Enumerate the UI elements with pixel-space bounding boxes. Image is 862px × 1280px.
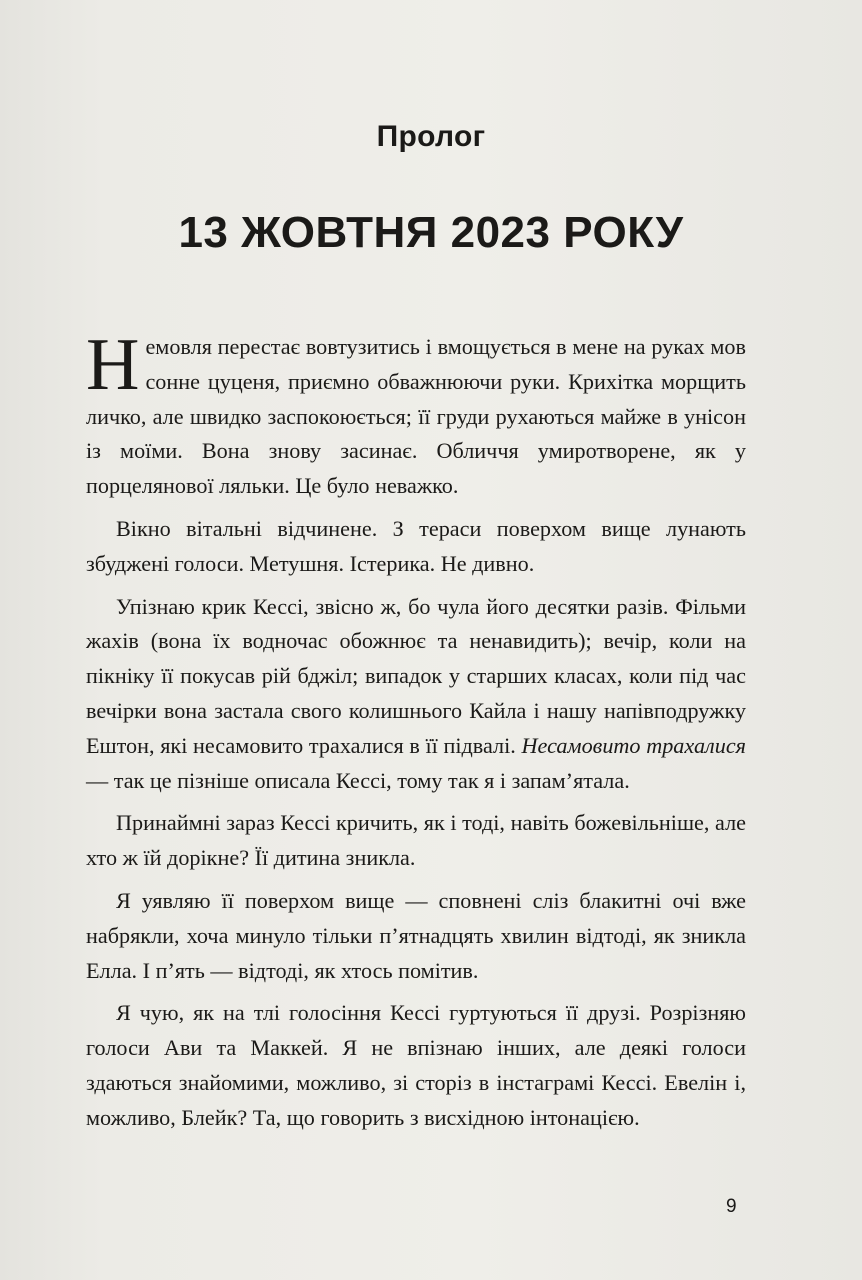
paragraph-3-text-end: — так це пізніше описала Кессі, тому так я і запам’ятала. xyxy=(86,767,630,793)
chapter-title: Пролог xyxy=(376,120,486,153)
drop-cap: Н xyxy=(86,324,140,406)
paragraph-6: Я чую, як на тлі голосіння Кессі гуртуються її друзі. Розрізняю голоси Ави та Маккей. Я не впізнаю інших, але деякі голоси здаються знайомими, можливо, зі сторіз в інстаграмі Кессі. Евелін і, можливо, Блейк? Та, що говорить з висхідною інтонацією. xyxy=(86,1000,746,1130)
paragraph-4: Принаймні зараз Кессі кричить, як і тоді, навіть божевільніше, але хто ж їй дорікне? Її дитина зникла. xyxy=(86,810,746,871)
chapter-body xyxy=(86,324,746,1144)
paragraph-3-text-start: Упізнаю крик Кессі, звісно ж, бо чула його десятки разів. Фільми жахів (вона їх водночас обожнює та ненавидить); вечір, коли на пікніку її покусав рій бджіл; випадок у старших класах, коли під час вечірки вона застала свого колишнього Кайла і нашу напівподружку Ештон, які несамовито трахалися в її підвалі. xyxy=(86,593,746,758)
chapter-date-heading: 13 ЖОВТНЯ 2023 РОКУ xyxy=(178,208,684,257)
paragraph-3 xyxy=(86,590,746,799)
paragraph-2: Вікно вітальні відчинене. З тераси поверхом вище лунають збуджені голоси. Метушня. Істерика. Не дивно. xyxy=(86,515,746,576)
paragraph-1-text: емовля перестає вовтузитись і вмощується в мене на руках мов сонне цуценя, приємно обважнюючи руки. Крихітка морщить личко, але швидко заспокоюється; її груди рухаються майже в унісон із моїми. Вона знову засинає. Обличчя умиротворене, як у порцелянової ляльки. Це було неважко. xyxy=(86,334,746,499)
page-number: 9 xyxy=(726,1196,737,1217)
paragraph-5: Я уявляю її поверхом вище — сповнені сліз блакитні очі вже набрякли, хоча минуло тільки п’ятнадцять хвилин відтоді, як зникла Елла. І п’ять — відтоді, як хтось помітив. xyxy=(86,887,746,983)
paragraph-1 xyxy=(86,324,746,504)
paragraph-3-italic-quote: Несамовито трахалися xyxy=(521,732,746,758)
